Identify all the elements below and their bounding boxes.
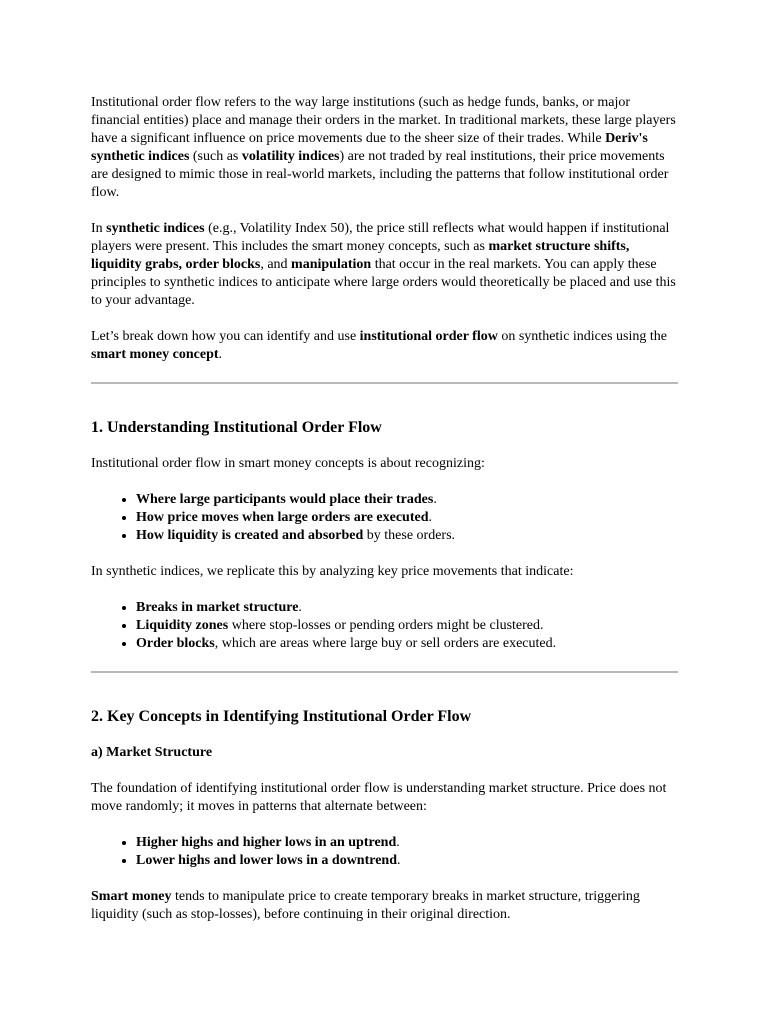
text: . [396, 835, 400, 850]
text: . [298, 600, 302, 615]
intro-paragraph-2 [91, 220, 678, 310]
text: . [433, 492, 437, 507]
section-2-list [91, 834, 678, 870]
list-item [136, 599, 678, 617]
list-item [136, 834, 678, 852]
bold-text: How liquidity is created and absorbed [136, 528, 364, 543]
intro-paragraph-3 [91, 328, 678, 364]
section-1-lead: Institutional order flow in smart money concepts is about recognizing: [91, 456, 485, 471]
text: In [91, 221, 107, 236]
section-divider-2 [91, 671, 678, 673]
text: . [397, 853, 401, 868]
bold-text: Higher highs and higher lows in an uptrend [136, 835, 397, 850]
text: ) are not traded by real institutions, their price movements are designed to mimic those in real-world markets, including the patterns that follow institutional order flow. [91, 149, 669, 200]
bold-text: How price moves when large orders are executed [136, 510, 429, 525]
text: on synthetic indices using the [497, 329, 668, 344]
text: (e.g., Volatility Index 50), the price still reflects what would happen if institutional players were present. This includes the smart money concepts, such as [91, 221, 670, 254]
bold-text: Breaks in market structure [136, 600, 299, 615]
section-1-list-1 [91, 491, 678, 545]
section-2-subheading: a) Market Structure [91, 745, 213, 760]
text: where stop-losses or pending orders might be clustered. [228, 618, 544, 633]
bold-text: Lower highs and lower lows in a downtrend [136, 853, 397, 868]
list-item [136, 527, 678, 545]
bold-text: Liquidity zones [136, 618, 229, 633]
text: . [218, 347, 223, 362]
bold-text: Smart money [91, 889, 172, 904]
text: (such as [189, 149, 242, 164]
bold-text: synthetic indices [106, 221, 205, 236]
list-item [136, 617, 678, 635]
text: , and [260, 257, 292, 272]
bold-text: market structure shifts, liquidity grabs, order blocks [91, 239, 630, 272]
list-item [136, 635, 678, 653]
section-1-lead-2: In synthetic indices, we replicate this by analyzing key price movements that indicate: [91, 564, 574, 579]
bold-text: smart money concept [91, 347, 219, 362]
text: that occur in the real markets. You can apply these principles to synthetic indices to anticipate where large orders would theoretically be placed and use this to your advantage. [91, 257, 676, 308]
intro-paragraph-1 [91, 94, 678, 202]
section-2-closing [91, 888, 678, 924]
bold-text: manipulation [291, 257, 372, 272]
section-1-list-2 [91, 599, 678, 653]
section-2-heading: 2. Key Concepts in Identifying Institutional Order Flow [91, 708, 472, 725]
list-item [136, 491, 678, 509]
bold-text: institutional order flow [359, 329, 498, 344]
bold-text: Where large participants would place their trades [136, 492, 434, 507]
text: , which are areas where large buy or sell orders are executed. [214, 636, 557, 651]
text: . [428, 510, 432, 525]
text: Institutional order flow refers to the way large institutions (such as hedge funds, banks, or major financial entities) place and manage their orders in the market. In traditional markets, these large players have a significant influence on price movements due to the sheer size of their trades. While [91, 95, 676, 146]
bold-text: Deriv's synthetic indices [91, 131, 648, 164]
text: Let’s break down how you can identify and use [91, 329, 360, 344]
section-2-lead: The foundation of identifying institutional order flow is understanding market structure. Price does not move randomly; it moves in patterns that alternate between: [91, 781, 667, 814]
bold-text: volatility indices [241, 149, 340, 164]
text: by these orders. [363, 528, 456, 543]
bold-text: Order blocks [136, 636, 215, 651]
text: tends to manipulate price to create temporary breaks in market structure, triggering liquidity (such as stop-losses), before continuing in their original direction. [91, 889, 640, 922]
list-item [136, 509, 678, 527]
list-item [136, 852, 678, 870]
section-divider-1 [91, 382, 678, 384]
section-1-heading: 1. Understanding Institutional Order Flow [91, 419, 382, 436]
